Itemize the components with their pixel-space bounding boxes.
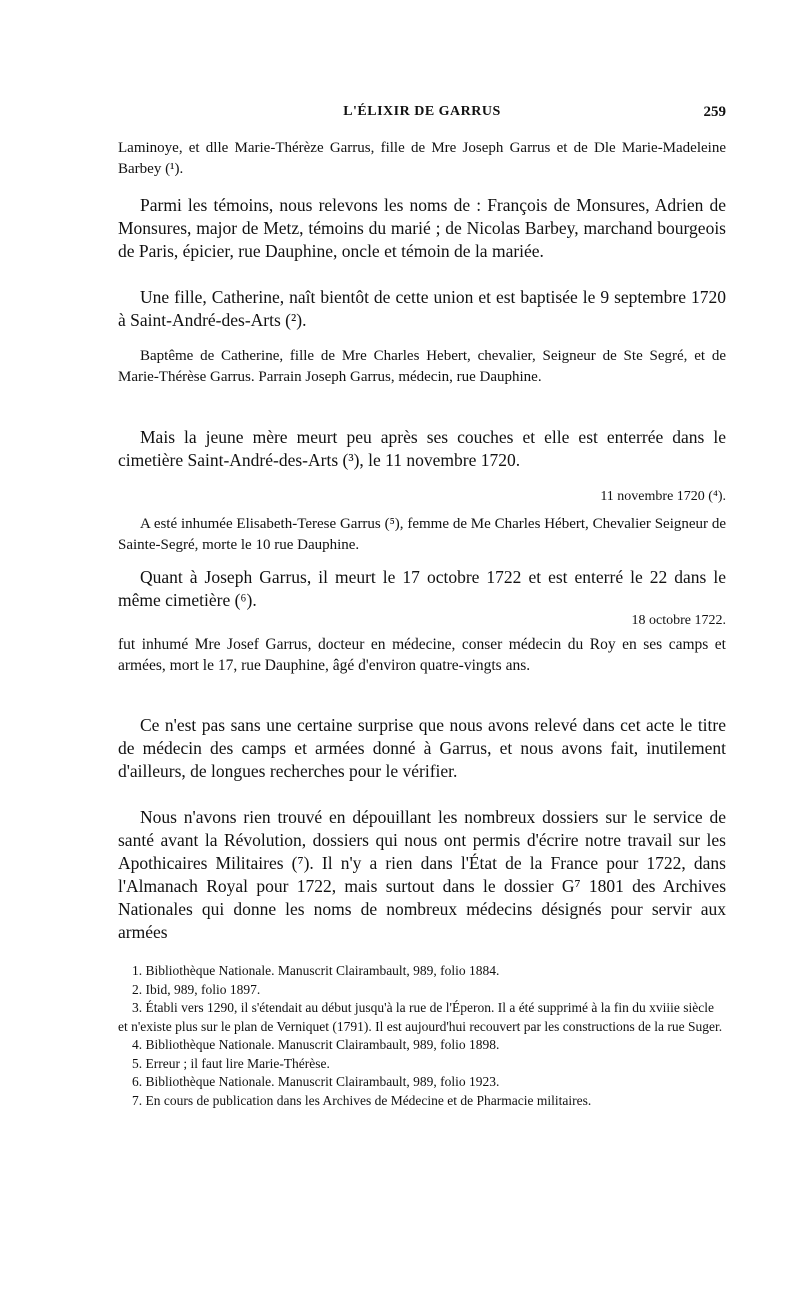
footnote-3: 3. Établi vers 1290, il s'étendait au début jusqu'à la rue de l'Éperon. Il a été supprimé à la fin du xviiie siècle et n'existe plus sur le plan de Verniquet (1791). Il est aujourd'hui recouvert par les constructions de la rue Suger. [118,1000,723,1034]
quote-burial-record: A esté inhumée Elisabeth-Terese Garrus (⁵), femme de Me Charles Hébert, Chevalier Seigneur de Sainte-Segré, morte le 10 rue Dauphine. [118,516,726,553]
running-title: L'ÉLIXIR DE GARRUS [343,104,501,119]
paragraph-witnesses: Parmi les témoins, nous relevons les noms de : François de Monsures, Adrien de Monsures, major de Metz, témoins du marié ; de Nicolas Barbey, marchand bourgeois de Paris, épicier, rue Dauphine, oncle et témoin de la mariée. [118,195,726,261]
quote-joseph-burial-record: fut inhumé Mre Josef Garrus, docteur en médecine, conser médecin du Roy en ses camps et armées, mort le 17, rue Dauphine, âgé d'environ quatre-vingts ans. [118,636,726,674]
paragraph-daughter-born: Une fille, Catherine, naît bientôt de cette union et est baptisée le 9 septembre 1720 à Saint-André-des-Arts (²). [118,287,726,330]
page-header [118,104,726,128]
paragraph-joseph-death: Quant à Joseph Garrus, il meurt le 17 octobre 1722 et est enterré le 22 dans le même cimetière (⁶). [118,567,726,610]
record-date-1720: 11 novembre 1720 (⁴). [600,489,726,504]
footnote-1: 1. Bibliothèque Nationale. Manuscrit Clairambault, 989, folio 1884. [132,963,500,978]
record-date-1722: 18 octobre 1722. [631,613,726,628]
paragraph-mother-death: Mais la jeune mère meurt peu après ses couches et elle est enterrée dans le cimetière Saint-André-des-Arts (³), le 11 novembre 1720. [118,427,726,470]
quote-baptism-record: Baptême de Catherine, fille de Mre Charles Hebert, chevalier, Seigneur de Ste Segré, et de Marie-Thérèse Garrus. Parrain Joseph Garrus, médecin, rue Dauphine. [118,348,726,385]
footnotes [118,962,726,1110]
paragraph-research: Nous n'avons rien trouvé en dépouillant les nombreux dossiers sur le service de santé avant la Révolution, dossiers qui nous ont permis d'écrire notre travail sur les Apothicaires Militaires (⁷). Il n'y a rien dans l'État de la France pour 1722, dans l'Almanach Royal pour 1722, mais surtout dans le dossier G⁷ 1801 des Archives Nationales qui donne les noms de nombreux médecins désignés pour servir aux armées [118,807,726,942]
footnote-2: 2. Ibid, 989, folio 1897. [132,981,261,997]
footnote-6: 6. Bibliothèque Nationale. Manuscrit Clairambault, 989, folio 1923. [132,1074,500,1089]
footnote-4: 4. Bibliothèque Nationale. Manuscrit Clairambault, 989, folio 1898. [132,1037,500,1052]
footnote-7: 7. En cours de publication dans les Archives de Médecine et de Pharmacie militaires. [132,1092,592,1108]
quote-marriage-record: Laminoye, et dlle Marie-Thérèze Garrus, fille de Mre Joseph Garrus et de Dle Marie-Madeleine Barbey (¹). [118,140,726,177]
footnote-5: 5. Erreur ; il faut lire Marie-Thérèse. [132,1055,330,1071]
page-number: 259 [703,104,726,120]
paragraph-surprise: Ce n'est pas sans une certaine surprise que nous avons relevé dans cet acte le titre de médecin des camps et armées donné à Garrus, et nous avons fait, inutilement d'ailleurs, de longues recherches pour le vérifier. [118,715,726,781]
